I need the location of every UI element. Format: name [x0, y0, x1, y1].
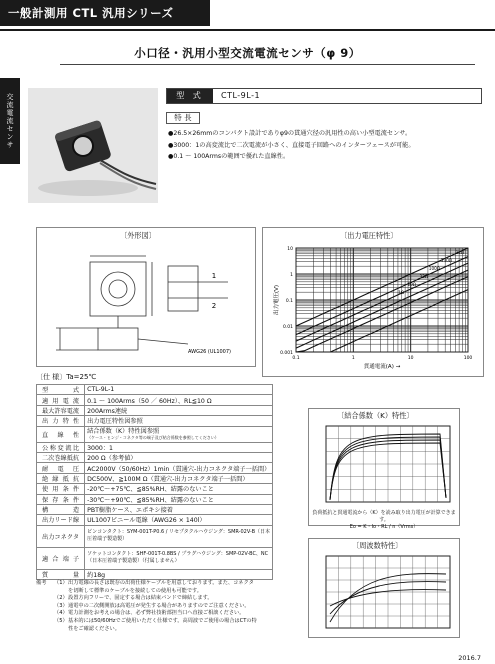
note-text: 設置方向フリーで、固定する場合は結束バンドで締結します。	[68, 595, 213, 602]
spec-row	[37, 442, 273, 452]
spec-row	[37, 515, 273, 525]
feature-item: ●3000：1の高変流比で二次電流が小さく、直接電子回路へのインターフェースが可能。	[168, 141, 415, 149]
features-list	[168, 128, 484, 163]
series-label: 10Ω	[407, 282, 416, 287]
note-item	[36, 610, 258, 618]
dim-label-1: 1	[211, 272, 217, 280]
spec-value: 200Arms連続	[85, 405, 273, 415]
spec-value: ピンコンタクト：SYM-001T-P0.6 / リセプタクルハウジング：SMR-02V-B（日本圧着端子製造製）	[85, 525, 273, 547]
spec-row	[37, 494, 273, 504]
y-tick-label: 0.01	[282, 325, 293, 330]
spec-value: 出力電圧特性図参照	[85, 416, 273, 426]
y-tick-label: 1	[290, 273, 293, 278]
note-number: （3）	[54, 602, 68, 609]
spec-row	[37, 504, 273, 514]
wire-label: AWG26 (UL1007)	[188, 349, 231, 355]
spec-value: UL1007ビニール電線（AWG26 × 140l）	[85, 515, 273, 525]
spec-key: 出力コネクタ	[37, 525, 85, 547]
spec-key: 適用電流	[37, 395, 85, 405]
page-title: 小口径・汎用小型交流電流センサ（φ 9）	[134, 46, 361, 60]
spec-key: 適合端子	[37, 547, 85, 569]
feature-item: ●0.1 ～ 100Armsの範囲で優れた直線性。	[168, 153, 290, 160]
note-item	[36, 595, 258, 603]
y-tick-label: 0.001	[280, 351, 293, 356]
note-text: 基本的には50/60Hzでご使用いただく仕様です。高周波でご使用の場合はCTの特性をご確認ください。	[68, 617, 257, 632]
spec-value: PBT樹脂ケース、エポキシ接着	[85, 504, 273, 514]
note-label	[36, 595, 54, 603]
dimension-drawing-title: 〔外形図〕	[120, 231, 156, 240]
spec-row	[37, 416, 273, 426]
frequency-chart	[312, 552, 456, 634]
y-axis-label: 出力電圧(V)	[274, 284, 280, 316]
linearity-subnote: （ケース・ヒンジ・コネクタ等の端子及び結合係数を参照してください）	[87, 435, 219, 441]
k-note-line1: 負荷抵抗と貫通電流から（K）を読み取り出力電圧が計算できます。	[312, 510, 456, 523]
spec-value: CTL-9L-1	[85, 385, 273, 395]
spec-key: 絶縁抵抗	[37, 473, 85, 483]
series-label: 1kΩ	[455, 250, 464, 255]
x-tick-label: 0.1	[292, 356, 300, 361]
frequency-chart-title: 〔周波数特性〕	[352, 541, 403, 550]
dimension-drawing	[38, 242, 254, 365]
spec-value: DC500V、≧100M Ω（貫通穴-出力コネクタ端子一括間）	[85, 473, 273, 483]
spec-value: ソケットコンタクト：SHF-001T-0.8BS / プラグハウジング：SMP-02V-BC、NC（日本圧着端子製造製）（付属しません）	[85, 547, 273, 569]
note-text: 電力計測をお考えの場合は、必ず弊社技術部担当口へ直接ご相談ください。	[68, 610, 245, 617]
coupling-coefficient-chart	[312, 420, 456, 510]
spec-key: 出力特性	[37, 416, 85, 426]
model-box	[166, 88, 482, 104]
note-number: （1）	[54, 580, 68, 586]
coupling-coefficient-chart-title: 〔結合係数（K）特性〕	[337, 411, 414, 420]
series-label: 330Ω	[440, 258, 452, 263]
note-label	[36, 603, 54, 611]
note-label	[36, 610, 54, 618]
spec-row	[37, 569, 273, 579]
x-axis-label: 貫通電流(A) →	[363, 364, 401, 370]
series-header: 一般計測用 CTL 汎用シリーズ	[0, 0, 210, 26]
spec-key: 出力リード線	[37, 515, 85, 525]
spec-value: 約18g	[85, 569, 273, 579]
spec-key: 最大許容電流	[37, 405, 85, 415]
note-text: 出力電線の長さは既存の出荷仕様ケーブルを用意しております。また、コネクタを切断して標準のケーブルを接続しての使用も可能です。	[68, 580, 254, 594]
y-tick-label: 0.1	[285, 299, 293, 304]
spec-key: 公称変流比	[37, 442, 85, 452]
spec-value: 200 Ω（参考値）	[85, 452, 273, 462]
spec-key: 構造	[37, 504, 85, 514]
spec-value: -20℃～+75℃、≦85%RH、結露のないこと	[85, 484, 273, 494]
k-chart-note	[312, 510, 456, 531]
note-text: 通電中の二次側開放は高電圧が発生する場合がありますのでご注意ください。	[68, 602, 250, 609]
note-item	[36, 618, 258, 633]
note-label: 備考	[36, 580, 47, 586]
spec-value: -30℃～+90℃、≦85%RH、結露のないこと	[85, 494, 273, 504]
title-rule	[60, 64, 475, 65]
note-number: （4）	[54, 610, 68, 617]
product-photo	[28, 88, 158, 203]
spec-row	[37, 405, 273, 415]
spec-row	[37, 385, 273, 395]
note-label	[36, 618, 54, 633]
spec-key: 耐電圧	[37, 463, 85, 473]
x-tick-label: 1	[351, 356, 355, 361]
spec-key: 直線性	[37, 426, 85, 442]
spec-row	[37, 426, 273, 442]
spec-row	[37, 484, 273, 494]
series-label: 100Ω	[428, 266, 440, 271]
spec-key: 使用条件	[37, 484, 85, 494]
note-item	[36, 580, 258, 595]
note-number: （2）	[54, 595, 68, 602]
spec-value: 0.1 ～ 100Arms（50 ／ 60Hz）、RL≦10 Ω	[85, 395, 273, 405]
series-label: 33Ω	[419, 274, 428, 279]
x-tick-label: 100	[463, 356, 473, 361]
features-title: 特 長	[166, 112, 200, 124]
spec-row	[37, 547, 273, 569]
dim-label-2: 2	[211, 302, 217, 310]
side-category-tab: 交流電流センサ	[0, 78, 20, 164]
spec-heading: 〔仕 様〕Ta=25℃	[36, 373, 97, 381]
notes	[36, 580, 258, 633]
x-tick-label: 10	[407, 356, 414, 361]
y-tick-label: 10	[287, 247, 293, 252]
note-number: （5）	[54, 617, 68, 624]
spec-value: 3000：1	[85, 442, 273, 452]
model-value: CTL-9L-1	[221, 91, 261, 100]
spec-row	[37, 525, 273, 547]
linearity-main: 結合係数（K）特性図参照	[87, 428, 160, 436]
series-label: 1Ω	[398, 290, 404, 295]
spec-row	[37, 463, 273, 473]
spec-key: 型 式	[37, 385, 85, 395]
spec-row	[37, 473, 273, 483]
spec-key: 保存条件	[37, 494, 85, 504]
feature-item: ●26.5×26mmのコンパクト設計でありφ9の貫通穴径の汎用性の高い小型電流センサ。	[168, 130, 412, 137]
model-label: 型 式	[167, 89, 213, 103]
output-voltage-chart	[266, 240, 480, 374]
spec-key: 質量	[37, 569, 85, 579]
k-note-line2: Eo = K・Io・RL / n（Vrms）	[349, 524, 419, 530]
spec-value	[85, 426, 273, 442]
spec-value: AC2000V（50/60Hz）1min（貫通穴-出力コネクタ端子一括間）	[85, 463, 273, 473]
header-rule	[0, 29, 495, 31]
output-voltage-chart-title: 〔出力電圧特性〕	[340, 231, 398, 240]
spec-row	[37, 452, 273, 462]
spec-table	[36, 384, 273, 580]
publication-year: 2016.7	[458, 654, 481, 662]
spec-key: 二次巻線抵抗	[37, 452, 85, 462]
spec-row	[37, 395, 273, 405]
